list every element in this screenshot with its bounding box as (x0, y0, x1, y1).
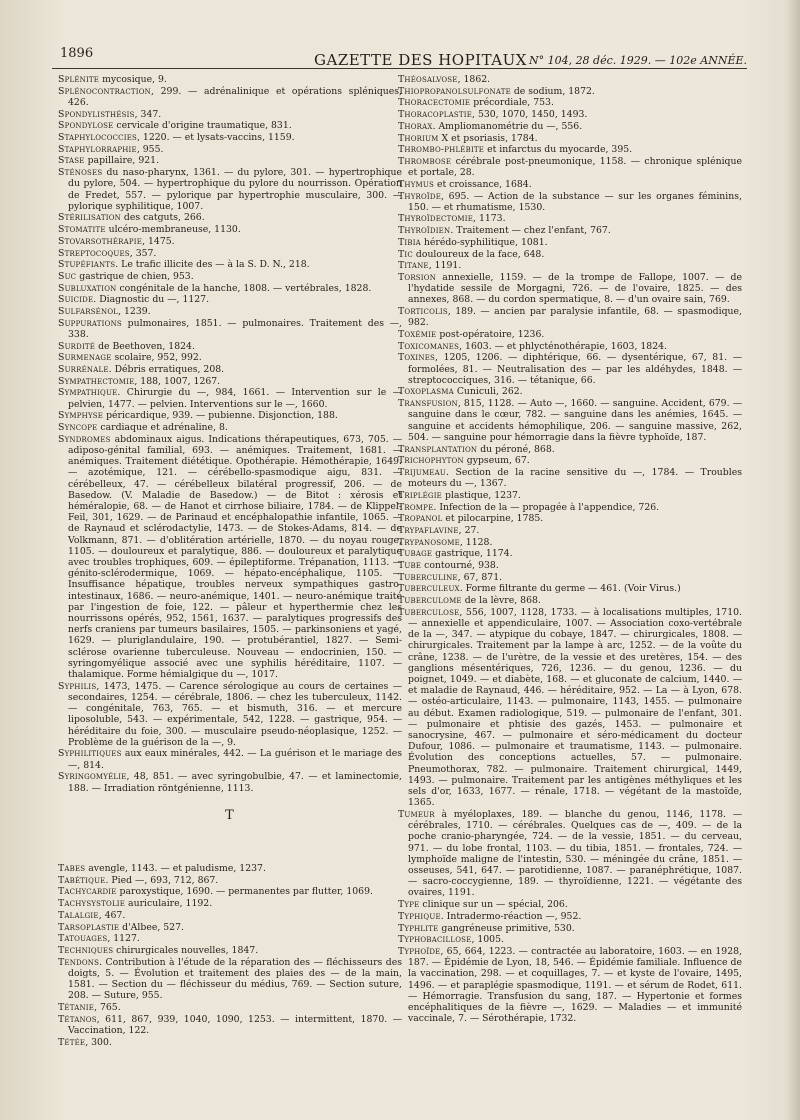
entry-heading: Tube (398, 560, 422, 572)
entry-references: , 67, 871. (457, 571, 503, 583)
entry-heading: Symphyse (58, 410, 104, 422)
index-entry (398, 946, 742, 1024)
index-entry (398, 237, 742, 248)
entry-heading: Thyroïde (398, 190, 442, 202)
index-entry (58, 748, 402, 770)
entry-references: de sodium, 1872. (510, 85, 595, 97)
entry-heading: Tarsoplastie (58, 921, 120, 933)
entry-heading: Sténoses (58, 167, 103, 179)
entry-references: abdominaux aigus. Indications thérapeutiques, 673, 705. — adiposo-génital familial, 693. — anémiques. Traitement, 1681. — anémiques. Traitement diététique. Opothérapie. Hémothérapie, 1649. — azotémique, 121. — cérébello-spasmodique aigu, 831. — cérébelleux, 47. — cérébelleux bilatéral progressif, 206. — de Basedow. (V. Maladie de Basedow.) — de Bitot : xérosis et héméralopie, 68. — de Hanot et cirrhose biliaire, 1784. — de Klippel-Feil, 301, 1629. — de Parinaud et encéphalopathie infantile, 1065. — de Raynaud et sclérodactylie, 1473. — de Stokes-Adams, 814. — de Volkmann, 871. — d'oblitération artérielle, 1870. — du noyau rouge, 1105. — douloureux et paralytique, 886. — douloureux et paralytique avec troubles trophiques, 609. — épileptiforme. Trépanation, 1113. — génito-sclérodermique, 1069. — hépato-encéphalique, 1105. — Insuffisance hépatique, troubles nerveux sympathiques gastro-intestinaux, 1686. — neuro-anémique, 1401. — neuro-anémique traité par l'ingestion de foie, 122. — pâleur et hyperthermie chez les nourrissons opérés, 952, 1561, 1637. — paralytiques progressifs des nerfs craniens par tumeurs basilaires, 1505. — parkinsoniens et yagé, 1629. — pluriglandulaire, 190. — protubérantiel, 1827. — Semi-sclérose ovarienne tuberculeuse. Nouveau — endocrinien, 150. — syringomyélique associé avec une syphilis héréditaire, 1107. — thalamique. Forme hémialgique du —, 1017. (68, 433, 402, 681)
entry-references: , 1473, 1475. — Carence sérologique au cours de certaines — secondaires, 1254. — cérébrale, 1806. — chez les tuberculeux, 1142. — congénitale, 763, 765. — et bismuth, 316. — et mercure liposoluble, 543. — expérimentale, 542, 1228. — gastrique, 954. — héréditaire du foie, 300. — musculaire pseudo-néoplasique, 1252. — Problème de la guérison de la —, 9. (68, 680, 402, 748)
index-entry (58, 306, 402, 317)
entry-heading: Triplégie (398, 489, 442, 501)
journal-title: GAZETTE DES HOPITAUX (314, 51, 527, 69)
entry-references: . Le trafic illicite des — à la S. D. N., 218. (115, 259, 310, 271)
entry-heading: Thoracoplastie (398, 109, 473, 121)
entry-references: du péroné, 868. (477, 443, 555, 455)
index-entry (398, 572, 742, 583)
entry-references: gastrique de chien, 953. (76, 270, 194, 282)
index-entry (58, 259, 402, 270)
index-entry (398, 97, 742, 108)
entry-heading: Staphylorraphie (58, 143, 137, 155)
page-number: 1896 (60, 46, 94, 61)
entry-heading: Trijumeau (398, 466, 446, 478)
entry-heading: Stomatite (58, 224, 106, 236)
entry-references: ulcéro-membraneuse, 1130. (105, 224, 241, 236)
index-entry (398, 272, 742, 306)
entry-heading: Tuberculeux (398, 583, 460, 595)
entry-references: gangréneuse primitive, 530. (438, 922, 575, 934)
entry-references: , 1862. (457, 74, 491, 85)
index-entry (398, 191, 742, 213)
entry-heading: Thrombo-phlébite (398, 144, 485, 156)
entry-heading: Toxoplasma (398, 386, 454, 398)
index-entry (398, 537, 742, 548)
entry-heading: Typhoïde (398, 945, 441, 957)
index-entry (58, 364, 402, 375)
entry-heading: Type (398, 899, 420, 911)
index-entry (58, 898, 402, 909)
entry-references: , 1220. — et lysats-vaccins, 1159. (137, 132, 295, 144)
entry-heading: Tétée (58, 1036, 86, 1048)
entry-heading: Tachysystolie (58, 898, 126, 910)
entry-heading: Toxicomanes (398, 340, 460, 352)
entry-references: péricardique, 939. — pubienne. Disjonction, 188. (103, 410, 338, 422)
entry-heading: Suicide (58, 294, 94, 306)
entry-references: , 1005. (471, 934, 504, 946)
entry-heading: Trypaflavine (398, 524, 459, 536)
entry-references: . Chirurgie du —, 984, 1661. — Intervention sur le — pelvien, 1477. — pelvien. Interventions sur le —, 1660. (68, 387, 402, 410)
entry-heading: Typhlite (398, 922, 439, 934)
entry-heading: Splénocontraction (58, 85, 151, 97)
index-entry (58, 294, 402, 305)
index-entry (58, 224, 402, 235)
index-entry (58, 132, 402, 143)
index-entry (58, 74, 402, 85)
index-entry (398, 329, 742, 340)
index-entry (398, 341, 742, 352)
entry-heading: Thymus (398, 178, 434, 190)
index-entry (58, 236, 402, 247)
entry-heading: Transfusion (398, 398, 458, 410)
index-entry (398, 934, 742, 945)
entry-heading: Syphilis (58, 680, 97, 692)
entry-references: , 1191. (428, 260, 462, 272)
entry-heading: Tropanol (398, 513, 443, 525)
index-entry (398, 109, 742, 120)
index-entry (398, 899, 742, 910)
entry-references: , 65, 664, 1223. — contractée au laboratoire, 1603. — en 1928, 187. — Épidémie de Lyon, 18, 546. — Épidémie familiale. Influence de la vaccination, 298. — et coquillages, 7. — et kyste de l'ovaire, 1495, 1496. — et paraplégie spasmodique, 1191. — et sérum de Rodet, 611. — Hémorragie. Transfusion du sang, 187. — Hypertonie et formes encéphalitiques de la fièvre —, 1629. — Maladies — et immunité vaccinale, 7. — Sérothérapie, 1732. (408, 945, 742, 1025)
index-entry (398, 467, 742, 489)
entry-references: , 1603. — et phlycténothérapie, 1603, 1824. (459, 340, 667, 352)
entry-heading: Stovarsothérapie (58, 235, 143, 247)
index-entry (58, 352, 402, 363)
index-entry (398, 923, 742, 934)
entry-references: . Infection de la — propagée à l'appendice, 726. (433, 501, 660, 513)
entries-t-list (58, 863, 402, 1048)
entry-heading: Tachycardie (58, 886, 117, 898)
entry-heading: Tibia (398, 236, 421, 248)
entry-references: gypseum, 67. (463, 455, 530, 467)
entry-references: auriculaire, 1192. (125, 898, 213, 910)
entry-heading: Toxines (398, 352, 435, 364)
entry-references: de la lèvre, 868. (461, 595, 541, 607)
entry-heading: Tuberculome (398, 595, 462, 607)
entry-references: . Pied —, 693, 712, 867. (105, 874, 219, 886)
entry-heading: Typhique (398, 910, 441, 922)
index-entry (398, 455, 742, 466)
entry-references: scolaire, 952, 992. (111, 352, 202, 364)
index-entry (398, 444, 742, 455)
entry-heading: Torsion (398, 271, 437, 283)
index-entry (58, 945, 402, 956)
entry-heading: Staphylococcies (58, 132, 138, 144)
entry-references: cervicale d'origine traumatique, 831. (113, 120, 292, 132)
entry-heading: Thoracectomie (398, 97, 471, 109)
entry-heading: Titane (398, 260, 429, 272)
entry-heading: Stase (58, 155, 85, 167)
entry-references: pulmonaires, 1851. — pulmonaires. Traitement des —, 338. (68, 317, 402, 340)
entry-heading: Sympathectomie (58, 375, 135, 387)
entry-heading: Tendons (58, 956, 100, 968)
entry-references: cérébrale post-pneumonique, 1158. — chronique splénique et portale, 28. (408, 155, 742, 179)
index-entry (58, 422, 402, 433)
entry-references: . Diagnostic du —, 1127. (93, 294, 210, 306)
entry-references: hérédo-syphilitique, 1081. (420, 236, 548, 248)
entry-references: , 530, 1070, 1450, 1493. (472, 109, 588, 121)
index-entry (398, 133, 742, 144)
entry-references: , 299. — adrénalinique et opérations spléniques, 426. (68, 85, 402, 108)
index-entry (398, 502, 742, 513)
index-entry (58, 410, 402, 421)
entry-references: , 357. (129, 247, 157, 259)
entry-heading: Théosalvose (398, 74, 458, 85)
index-entry (58, 922, 402, 933)
entry-heading: Torticolis (398, 306, 448, 318)
index-entry (58, 144, 402, 155)
entry-heading: Trompe (398, 501, 434, 513)
index-entry (58, 1014, 402, 1036)
entry-references: X et psoriasis, 1784. (438, 132, 538, 144)
entry-references: du naso-pharynx, 1361. — du pylore, 301. — hypertrophique du pylore, 504. — hypertrophique du pylore du nourrisson. Opération de Fredet, 557. — pylorique par hypertrophie musculaire, 300. — pylorique syphilitique, 1007. (68, 167, 402, 212)
index-entry (398, 809, 742, 899)
index-entry (398, 398, 742, 443)
entry-references: de Beethoven, 1824. (95, 340, 195, 352)
entry-references: plastique, 1237. (441, 489, 521, 501)
entry-references: , 815, 1128. — Auto —, 1660. — sanguine. Accident, 679. — sanguine dans le cœur, 782. — sanguine dans les anémies, 1645. — sanguine et accidents hémophilique, 206. — sanguine massive, 262, 504. — sanguine pour hémorragie dans la fièvre typhoïde, 187. (408, 398, 742, 443)
entry-references: , 1128. (459, 536, 493, 548)
index-entry (398, 911, 742, 922)
entry-heading: Thyroïdectomie (398, 213, 474, 225)
entry-heading: Tic (398, 248, 413, 260)
entry-references: douloureux de la face, 648. (412, 248, 545, 260)
entry-references: congénitale de la hanche, 1808. — vertébrales, 1828. (116, 282, 372, 294)
index-entry (58, 283, 402, 294)
entry-heading: Sympathique (58, 387, 118, 399)
entry-references: , 189. — ancien par paralysie infantile, 68. — spasmodique, 982. (408, 306, 742, 329)
entry-heading: Stérilisation (58, 212, 121, 224)
entry-heading: Tétanie (58, 1001, 95, 1013)
entry-heading: Thiopropanolsulfonate (398, 85, 511, 97)
issue-info: N° 104, 28 déc. 1929. — 102e ANNÉE. (528, 54, 747, 67)
entry-references: , 188, 1007, 1267. (134, 375, 221, 387)
entry-references: , 1239. (118, 306, 151, 318)
index-entry (58, 167, 402, 212)
entry-references: et croissance, 1684. (434, 178, 532, 190)
index-entry (398, 179, 742, 190)
index-entry (58, 910, 402, 921)
index-entry (58, 109, 402, 120)
entry-heading: Thrombose (398, 155, 452, 167)
index-entry (58, 875, 402, 886)
index-entry (398, 548, 742, 559)
entry-heading: Toxémie (398, 328, 437, 340)
entry-heading: Techniques (58, 944, 114, 956)
entry-heading: Spondylose (58, 120, 114, 132)
entry-references: avengle, 1143. — et paludisme, 1237. (85, 863, 266, 874)
entry-references: et infarctus du myocarde, 395. (484, 144, 633, 156)
index-entry (58, 120, 402, 131)
left-column (58, 74, 402, 1048)
index-entry (58, 248, 402, 259)
index-entry (58, 1002, 402, 1013)
entry-references: et pilocarpine, 1785. (442, 513, 544, 525)
entry-heading: Tabes (58, 863, 86, 874)
index-entry (58, 86, 402, 108)
entry-references: . Traitement — chez l'enfant, 767. (450, 225, 611, 237)
entry-heading: Tuberculine (398, 571, 458, 583)
entry-references: mycosique, 9. (99, 74, 167, 85)
page-edge-shadow (786, 0, 800, 1120)
entry-references: , 556, 1007, 1128, 1733. — à localisations multiples, 1710. — annexielle et appendiculaire, 1007. — Association coxo-vertébrale de la —, 347. — atypique du cobaye, 1847. — chirurgicales, 1808. — chirurgicales. Traitement par la lampe à arc, 1252. — de la voûte du crâne, 1238. — de l'urètre, de la vessie et des uretères, 154. — des ganglions mésentériques, 726, 1236. — du genou, 1236. — du poignet, 1049. — et diabète, 168. — et gluconate de calcium, 1440. — et maladie de Raynaud, 446. — héréditaire, 952. — La — à Lyon, 678. — ostéo-articulaire, 1143. — pulmonaire, 1143, 1455. — pulmonaire au début. Examen radiologique, 519. — pulmonaire de l'enfant, 301. — pulmonaire et phtisie des gazés, 1453. — pulmonaire et sanocrysine, 467. — pulmonaire et séro-médicament du docteur Dufour, 1086. — pulmonaire et traumatisme, 1143. — pulmonaire. Évolution des conceptions actuelles, 57. — pulmonaire. Pneumothorax, 782. — pulmonaire. Traitement chirurgical, 1449, 1493. — pulmonaire. Traitement par les antigènes méthyliques et les sels d'or, 1633, 1677. — rénale, 1718. — végétant de la mastoïde, 1365. (408, 606, 742, 809)
entry-heading: Thorium (398, 132, 439, 144)
entry-heading: Surrénale (58, 364, 109, 376)
entry-heading: Subluxation (58, 282, 117, 294)
index-entry (58, 957, 402, 1002)
entry-heading: Sulfarsénol (58, 306, 119, 318)
index-entry (58, 863, 402, 874)
index-entry (398, 386, 742, 397)
index-entry (398, 86, 742, 97)
entry-references: , 695. — Action de la substance — sur les organes féminins, 150. — et rhumatisme, 1530. (408, 190, 742, 213)
entry-references: aux eaux minérales, 442. — La guérison et le mariage des —, 814. (68, 748, 402, 771)
entry-references: , 1127. (107, 933, 140, 945)
entry-heading: Talalgie (58, 909, 99, 921)
index-entry (58, 1037, 402, 1048)
index-entry (398, 525, 742, 536)
entry-references: des catguts, 266. (120, 212, 205, 224)
entry-references: papillaire, 921. (84, 155, 160, 167)
entry-references: , 300. (85, 1036, 112, 1048)
entry-heading: Typhobacillose (398, 934, 472, 946)
entry-references: . Ampliomanométrie du —, 556. (432, 120, 583, 132)
index-entry (398, 213, 742, 224)
index-entry (398, 306, 742, 328)
entry-heading: Tuberculose (398, 606, 460, 618)
index-entry (398, 260, 742, 271)
entry-references: post-opératoire, 1236. (436, 328, 545, 340)
entry-references: annexielle, 1159. — de la trompe de Fallope, 1007. — de l'hydatide sessile de Morgagni, 726. — de l'ovaire, 1825. — des annexes, 868. — du cordon spermatique, 8. — d'un ovaire sain, 769. (408, 271, 742, 306)
entry-heading: Suppurations (58, 317, 122, 329)
entry-heading: Spondylisthésis (58, 108, 135, 120)
index-entry (58, 434, 402, 680)
entry-references: , 467. (98, 909, 126, 921)
entry-heading: Thyroïdien (398, 225, 451, 237)
entry-references: , 347. (134, 108, 162, 120)
right-column (398, 74, 742, 1025)
index-entry (58, 376, 402, 387)
index-entry (398, 156, 742, 178)
index-entry (398, 490, 742, 501)
entry-references: , 1173. (473, 213, 506, 225)
entry-heading: Tétanos (58, 1013, 97, 1025)
entry-heading: Suc (58, 270, 77, 282)
entry-heading: Trypanosome (398, 536, 460, 548)
entry-heading: Syringomyélie (58, 771, 127, 783)
index-entry (398, 352, 742, 386)
entry-heading: Tabétique (58, 874, 106, 886)
page-header (52, 38, 747, 69)
entry-references: , 1475. (142, 235, 175, 247)
index-entry (398, 513, 742, 524)
entry-references: , 48, 851. — avec syringobulbie, 47. — et laminectomie, 188. — Irradiation röntgénienne, 1113. (68, 771, 402, 794)
entry-heading: Tatouages (58, 933, 108, 945)
index-entry (398, 595, 742, 606)
entry-references: à myéloplaxes, 189. — blanche du genou, 1146, 1178. — cérébrales, 1710. — cérébrales. Quelques cas de —, 409. — de la poche cranio-pharyngée, 724. — de la vessie, 1851. — du cerveau, 971. — du lobe frontal, 1103. — du tibia, 1851. — frontales, 724. — lymphoïde maligne de l'intestin, 530. — méningée du crâne, 1851. — osseuses, 541, 647. — parotidienne, 1087. — paranéphrétique, 1087. — sacro-coccygienne, 189. — thyroïdienne, 1221. — végétante des ovaires, 1191. (408, 809, 742, 899)
index-entry (398, 121, 742, 132)
entry-heading: Syphilitiques (58, 748, 122, 760)
entry-references: chirurgicales nouvelles, 1847. (113, 944, 259, 956)
entry-references: Cuniculi, 262. (453, 386, 523, 398)
index-entry (58, 681, 402, 748)
section-letter: T (225, 807, 235, 823)
index-entry (58, 341, 402, 352)
index-entry (58, 933, 402, 944)
index-entry (58, 387, 402, 409)
entry-references: gastrique, 1174. (432, 548, 513, 560)
entry-heading: Splénite (58, 74, 100, 85)
index-entry (398, 74, 742, 85)
entry-heading: Thorax (398, 120, 433, 132)
entry-references: contourné, 938. (421, 560, 499, 572)
entry-references: , 1205, 1206. — diphtérique, 66. — dysentérique, 67, 81. — formolées, 81. — Neutralisation des — par les aldéhydes, 1848. — streptococciques, 316. — tétanique, 66. (408, 352, 742, 386)
entry-references: . Intradermo-réaction —, 952. (440, 910, 582, 922)
entry-references: , 27. (458, 524, 480, 536)
index-entry (398, 144, 742, 155)
entry-heading: Syncope (58, 422, 98, 434)
entry-references: précordiale, 753. (470, 97, 554, 109)
entry-heading: Syndromes (58, 433, 111, 445)
entry-heading: Transplantation (398, 443, 478, 455)
index-entry (398, 560, 742, 571)
index-entry (58, 212, 402, 223)
entries-list (398, 74, 742, 1024)
entry-references: . Débris erratiques, 208. (108, 364, 225, 376)
entry-heading: Surdité (58, 340, 96, 352)
entry-heading: Tubage (398, 548, 433, 560)
entry-references: , 611, 867, 939, 1040, 1090, 1253. — intermittent, 1870. — Vaccination, 122. (68, 1013, 402, 1036)
entry-references: . Forme filtrante du germe — 461. (Voir Virus.) (459, 583, 681, 595)
entry-heading: Tumeur (398, 809, 435, 820)
entry-references: , 955. (136, 143, 164, 155)
entry-heading: Stupéfiants (58, 259, 116, 271)
index-entry (58, 886, 402, 897)
entry-references: , 765. (94, 1001, 121, 1013)
index-entry (58, 271, 402, 282)
index-entry (398, 249, 742, 260)
entry-heading: Surmenage (58, 352, 112, 364)
entry-references: paroxystique, 1690. — permanentes par flutter, 1069. (116, 886, 373, 898)
entries-s-list (58, 74, 402, 794)
index-entry (58, 155, 402, 166)
index-entry (58, 771, 402, 793)
entry-references: cardiaque et adrénaline, 8. (97, 422, 228, 434)
index-entry (398, 225, 742, 236)
index-entry (58, 318, 402, 340)
entry-references: . Section de la racine sensitive du —, 1784. — Troubles moteurs du —, 1367. (408, 466, 742, 490)
entry-heading: Trichophyton (398, 455, 464, 467)
index-entry (398, 583, 742, 594)
entry-references: . Contribution à l'étude de la réparation des — fléchisseurs des doigts, 5. — Évolution et traitement des plaies des — de la main, 1581. — Section du — fléchisseur du médius, 769. — Section suture, 208. — Suture, 955. (68, 956, 402, 1002)
entry-heading: Streptocoques (58, 247, 130, 259)
entry-references: d'Albee, 527. (119, 921, 184, 933)
entry-references: clinique sur un — spécial, 206. (419, 899, 568, 911)
index-entry (398, 607, 742, 809)
